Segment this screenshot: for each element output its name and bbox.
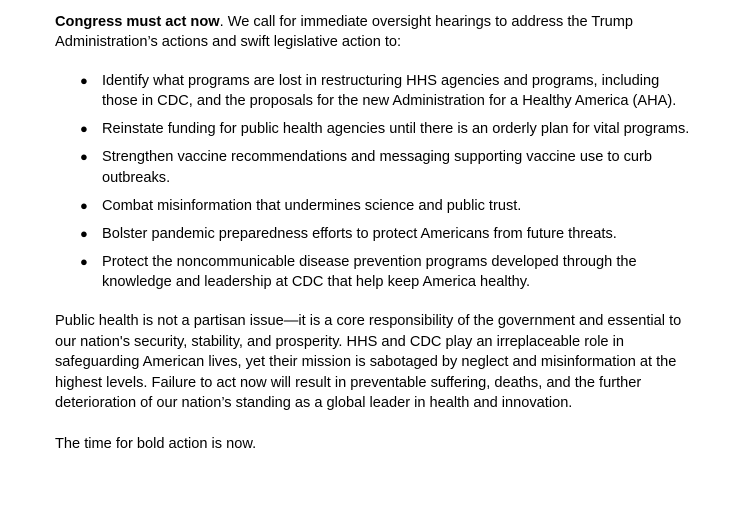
- list-item-text: Bolster pandemic preparedness efforts to protect Americans from future threats.: [102, 225, 617, 242]
- bullet-icon: ●: [80, 121, 88, 137]
- list-item-text: Protect the noncommunicable disease prevention programs developed through the knowledge and leadership at CDC that help keep America healthy.: [102, 253, 637, 291]
- action-list: [55, 71, 695, 293]
- list-item: [55, 252, 695, 293]
- intro-text: . We call for immediate oversight hearings to address the Trump Administration’s actions and swift legislative action to:: [55, 14, 634, 51]
- intro-paragraph: [55, 12, 695, 53]
- bullet-icon: ●: [80, 225, 88, 241]
- list-item: [55, 196, 695, 216]
- bullet-icon: ●: [80, 197, 88, 213]
- intro-bold-lead: Congress must act now: [55, 14, 220, 30]
- final-statement: The time for bold action is now.: [55, 436, 257, 453]
- list-item: [55, 119, 695, 139]
- list-item: [55, 147, 695, 188]
- document-body: [55, 12, 695, 455]
- list-item-text: Strengthen vaccine recommendations and messaging supporting vaccine use to curb outbreaks.: [102, 149, 653, 186]
- list-item-text: Reinstate funding for public health agencies until there is an orderly plan for vital programs.: [102, 121, 690, 138]
- list-item-text: Identify what programs are lost in restructuring HHS agencies and programs, including those in CDC, and the proposals for the new Administration for a Healthy America (AHA).: [102, 72, 677, 110]
- closing-paragraph: Public health is not a partisan issue—it is a core responsibility of the government and essential to our nation's security, stability, and prosperity. HHS and CDC play an irreplaceable role in safeguarding American lives, yet their mission is sabotaged by neglect and misinformation at the highest levels. Failure to act now will result in preventable suffering, deaths, and the further deterioration of our nation’s standing as a global leader in health and innovation.: [55, 313, 682, 412]
- bullet-icon: ●: [80, 253, 88, 269]
- bullet-icon: ●: [80, 149, 88, 165]
- list-item: [55, 224, 695, 244]
- list-item-text: Combat misinformation that undermines science and public trust.: [102, 197, 522, 214]
- list-item: [55, 71, 695, 112]
- bullet-icon: ●: [80, 72, 88, 88]
